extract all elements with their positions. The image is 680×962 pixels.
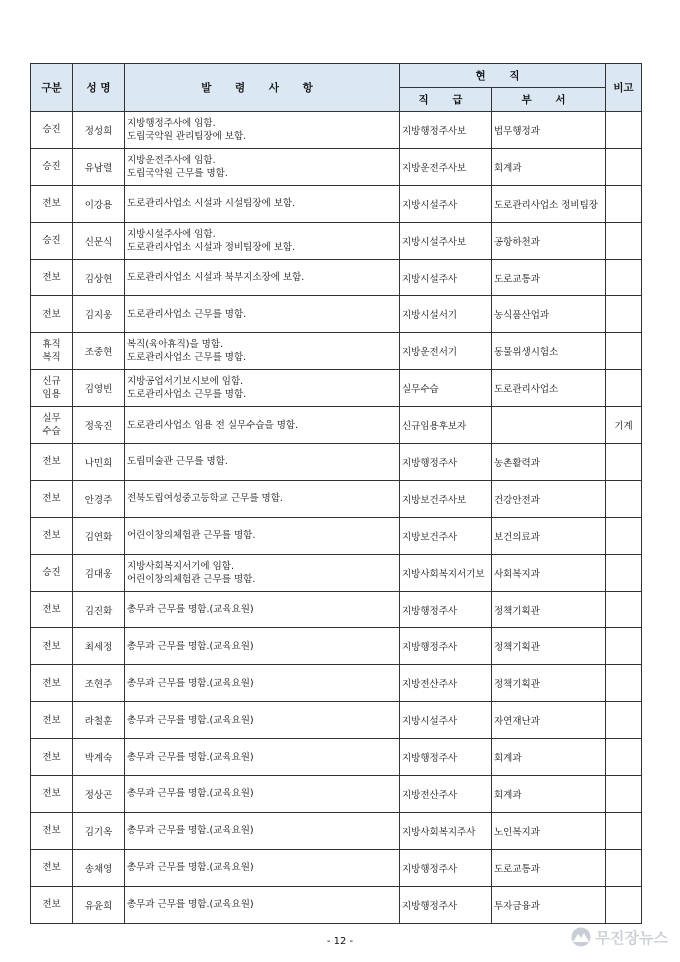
grade-cell: 지방보건주사보 — [400, 480, 492, 517]
order-line: 도로관리사업소 시설과 정비팀장에 보함. — [127, 241, 296, 253]
grade-cell: 실무수습 — [400, 370, 492, 407]
order-cell — [125, 776, 400, 813]
note-cell — [606, 222, 642, 259]
department-cell: 회계과 — [492, 776, 606, 813]
note-cell — [606, 554, 642, 591]
grade-cell: 지방행정주사 — [400, 849, 492, 886]
category-line: 전보 — [42, 714, 61, 726]
table-row — [31, 665, 642, 702]
order-line: 도립국악원 근무를 명함. — [127, 167, 228, 179]
category-line: 전보 — [42, 530, 61, 542]
name-cell: 나민희 — [73, 444, 125, 481]
department-cell: 건강안전과 — [492, 480, 606, 517]
category-line: 신규 — [42, 376, 61, 388]
name-cell: 이강용 — [73, 185, 125, 222]
order-cell — [125, 185, 400, 222]
department-cell: 회계과 — [492, 148, 606, 185]
order-cell — [125, 296, 400, 333]
grade-cell: 지방행정주사 — [400, 444, 492, 481]
order-cell — [125, 739, 400, 776]
grade-cell: 지방시설서기 — [400, 296, 492, 333]
order-line: 도로관리사업소 근무를 명함. — [127, 389, 247, 401]
order-cell — [125, 148, 400, 185]
table-row — [31, 554, 642, 591]
category-line: 전보 — [42, 862, 61, 874]
category-cell — [31, 222, 73, 259]
grade-cell: 지방행정주사 — [400, 886, 492, 923]
note-cell — [606, 517, 642, 554]
category-cell — [31, 148, 73, 185]
category-line: 승진 — [42, 567, 61, 579]
note-cell — [606, 112, 642, 149]
grade-cell: 지방보건주사 — [400, 517, 492, 554]
department-cell: 도로교통과 — [492, 849, 606, 886]
order-cell — [125, 333, 400, 370]
header-category: 구분 — [31, 64, 73, 112]
order-line: 지방시설주사에 임함. — [127, 228, 216, 240]
note-cell — [606, 665, 642, 702]
category-cell — [31, 886, 73, 923]
name-cell: 김진화 — [73, 591, 125, 628]
header-order: 발 령 사 항 — [125, 64, 400, 112]
category-cell — [31, 259, 73, 296]
note-cell — [606, 259, 642, 296]
order-line: 도로관리사업소 근무를 명함. — [127, 352, 247, 364]
order-line: 도립미술관 근무를 명함. — [127, 456, 228, 468]
category-cell — [31, 554, 73, 591]
note-cell — [606, 849, 642, 886]
name-cell: 김상현 — [73, 259, 125, 296]
name-cell: 조중현 — [73, 333, 125, 370]
category-cell — [31, 370, 73, 407]
department-cell: 사회복지과 — [492, 554, 606, 591]
category-line: 승진 — [42, 124, 61, 136]
grade-cell: 지방시설주사보 — [400, 222, 492, 259]
table-row — [31, 112, 642, 149]
table-row — [31, 296, 642, 333]
category-line: 수습 — [42, 426, 61, 438]
category-cell — [31, 702, 73, 739]
category-line: 전보 — [42, 456, 61, 468]
order-cell — [125, 665, 400, 702]
table-row — [31, 480, 642, 517]
order-line: 도로관리사업소 근무를 명함. — [127, 308, 247, 320]
name-cell: 신문식 — [73, 222, 125, 259]
note-cell — [606, 702, 642, 739]
table-row — [31, 222, 642, 259]
category-line: 전보 — [42, 272, 61, 283]
table-row — [31, 444, 642, 481]
grade-cell: 지방전산주사 — [400, 776, 492, 813]
order-line: 총무과 근무를 명함.(교육요원) — [127, 751, 254, 763]
order-cell — [125, 259, 400, 296]
order-cell — [125, 444, 400, 481]
category-cell — [31, 665, 73, 702]
header-current-position: 현 직 — [400, 64, 606, 88]
department-cell: 도로관리사업소 정비팀장 — [492, 185, 606, 222]
table-row — [31, 148, 642, 185]
category-line: 전보 — [42, 640, 61, 652]
department-cell — [492, 407, 606, 444]
order-line: 지방행정주사에 임함. — [127, 117, 216, 129]
header-department: 부 서 — [492, 88, 606, 112]
order-cell — [125, 886, 400, 923]
category-line: 전보 — [42, 825, 61, 837]
order-line: 복직(육아휴직)을 명함. — [127, 339, 224, 351]
category-cell — [31, 444, 73, 481]
note-cell — [606, 886, 642, 923]
order-line: 총무과 근무를 명함.(교육요원) — [127, 604, 254, 616]
note-cell — [606, 739, 642, 776]
table-header — [31, 64, 642, 112]
order-cell — [125, 554, 400, 591]
order-line: 총무과 근무를 명함.(교육요원) — [127, 899, 254, 911]
category-line: 전보 — [42, 308, 61, 320]
order-cell — [125, 407, 400, 444]
department-cell: 동물위생시험소 — [492, 333, 606, 370]
order-line: 지방공업서기보시보에 임함. — [127, 376, 244, 388]
table-row — [31, 812, 642, 849]
table-row — [31, 370, 642, 407]
order-line: 도로관리사업소 시설과 시설팀장에 보함. — [127, 198, 296, 210]
note-cell — [606, 444, 642, 481]
category-cell — [31, 591, 73, 628]
grade-cell: 지방전산주사 — [400, 665, 492, 702]
name-cell: 송채영 — [73, 849, 125, 886]
name-cell: 박계숙 — [73, 739, 125, 776]
grade-cell: 지방행정주사 — [400, 739, 492, 776]
table-row — [31, 776, 642, 813]
department-cell: 회계과 — [492, 739, 606, 776]
personnel-table — [30, 63, 642, 924]
grade-cell: 지방사회복지주사 — [400, 812, 492, 849]
order-line: 총무과 근무를 명함.(교육요원) — [127, 862, 254, 874]
name-cell: 정욱진 — [73, 407, 125, 444]
order-cell — [125, 702, 400, 739]
category-line: 복직 — [42, 352, 61, 364]
category-line: 전보 — [42, 788, 61, 800]
category-cell — [31, 776, 73, 813]
category-cell — [31, 185, 73, 222]
category-line: 승진 — [42, 235, 61, 247]
order-line: 총무과 근무를 명함.(교육요원) — [127, 677, 254, 689]
order-line: 총무과 근무를 명함.(교육요원) — [127, 825, 254, 837]
department-cell: 도로관리사업소 — [492, 370, 606, 407]
name-cell: 유윤희 — [73, 886, 125, 923]
table-row — [31, 886, 642, 923]
watermark-text: 무진장뉴스 — [595, 928, 668, 947]
page-number: - 12 - — [326, 936, 354, 947]
category-line: 휴직 — [42, 339, 61, 351]
name-cell: 라철훈 — [73, 702, 125, 739]
category-cell — [31, 628, 73, 665]
order-line: 어린이창의체험관 근무를 명함. — [127, 573, 256, 585]
grade-cell: 지방운전주사보 — [400, 148, 492, 185]
name-cell: 김연화 — [73, 517, 125, 554]
grade-cell: 지방시설주사 — [400, 185, 492, 222]
order-cell — [125, 222, 400, 259]
department-cell: 정책기획관 — [492, 665, 606, 702]
note-cell — [606, 480, 642, 517]
name-cell: 정상곤 — [73, 776, 125, 813]
department-cell: 농식품산업과 — [492, 296, 606, 333]
table-row — [31, 739, 642, 776]
grade-cell: 지방행정주사 — [400, 628, 492, 665]
note-cell — [606, 148, 642, 185]
order-line: 전북도립여성중고등학교 근무를 명함. — [127, 493, 283, 505]
order-line: 지방사회복지서기에 임함. — [127, 560, 234, 572]
name-cell: 김영빈 — [73, 370, 125, 407]
name-cell: 정성희 — [73, 112, 125, 149]
department-cell: 투자금융과 — [492, 886, 606, 923]
order-cell — [125, 370, 400, 407]
table-row — [31, 591, 642, 628]
name-cell: 김대웅 — [73, 554, 125, 591]
grade-cell: 신규임용후보자 — [400, 407, 492, 444]
category-cell — [31, 517, 73, 554]
order-cell — [125, 849, 400, 886]
order-cell — [125, 517, 400, 554]
note-cell — [606, 333, 642, 370]
note-cell — [606, 591, 642, 628]
order-line: 도로관리사업소 임용 전 실무수습을 명함. — [127, 419, 299, 431]
category-line: 전보 — [42, 493, 61, 505]
note-cell — [606, 776, 642, 813]
category-cell — [31, 407, 73, 444]
department-cell: 보건의료과 — [492, 517, 606, 554]
name-cell: 최세정 — [73, 628, 125, 665]
category-cell — [31, 480, 73, 517]
header-grade: 직 급 — [400, 88, 492, 112]
order-line: 총무과 근무를 명함.(교육요원) — [127, 788, 254, 800]
grade-cell: 지방행정주사보 — [400, 112, 492, 149]
note-cell — [606, 812, 642, 849]
category-line: 임용 — [42, 389, 61, 401]
table-row — [31, 628, 642, 665]
order-cell — [125, 480, 400, 517]
name-cell: 김기옥 — [73, 812, 125, 849]
grade-cell: 지방시설주사 — [400, 702, 492, 739]
order-line: 총무과 근무를 명함.(교육요원) — [127, 640, 254, 652]
department-cell: 노인복지과 — [492, 812, 606, 849]
grade-cell: 지방사회복지서기보 — [400, 554, 492, 591]
order-line: 도로관리사업소 시설과 북부지소장에 보함. — [127, 272, 305, 283]
category-cell — [31, 849, 73, 886]
category-line: 전보 — [42, 677, 61, 689]
order-line: 총무과 근무를 명함.(교육요원) — [127, 714, 254, 726]
table-row — [31, 702, 642, 739]
department-cell: 농촌활력과 — [492, 444, 606, 481]
category-cell — [31, 812, 73, 849]
category-line: 실무 — [42, 413, 61, 425]
table-row — [31, 407, 642, 444]
name-cell: 김지웅 — [73, 296, 125, 333]
department-cell: 도로교통과 — [492, 259, 606, 296]
note-cell — [606, 370, 642, 407]
grade-cell: 지방행정주사 — [400, 591, 492, 628]
category-line: 승진 — [42, 161, 61, 173]
category-line: 전보 — [42, 198, 61, 210]
category-line: 전보 — [42, 751, 61, 763]
category-line: 전보 — [42, 899, 61, 911]
department-cell: 공항하천과 — [492, 222, 606, 259]
table-body — [31, 112, 642, 924]
table-row — [31, 185, 642, 222]
table-row — [31, 517, 642, 554]
mountain-logo-icon — [570, 927, 592, 947]
table-row — [31, 849, 642, 886]
order-cell — [125, 112, 400, 149]
category-cell — [31, 112, 73, 149]
order-cell — [125, 628, 400, 665]
department-cell: 법무행정과 — [492, 112, 606, 149]
grade-cell: 지방시설주사 — [400, 259, 492, 296]
header-name: 성 명 — [73, 64, 125, 112]
category-cell — [31, 333, 73, 370]
watermark-logo — [570, 926, 668, 948]
note-cell: 기계 — [606, 407, 642, 444]
order-line: 도립국악원 관리팀장에 보함. — [127, 130, 247, 142]
table-row — [31, 259, 642, 296]
order-line: 지방운전주사에 임함. — [127, 154, 216, 166]
note-cell — [606, 296, 642, 333]
department-cell: 정책기획관 — [492, 628, 606, 665]
order-cell — [125, 591, 400, 628]
department-cell: 자연재난과 — [492, 702, 606, 739]
header-note: 비고 — [606, 64, 642, 112]
grade-cell: 지방운전서기 — [400, 333, 492, 370]
name-cell: 조현주 — [73, 665, 125, 702]
order-cell — [125, 812, 400, 849]
category-cell — [31, 739, 73, 776]
note-cell — [606, 628, 642, 665]
name-cell: 안경주 — [73, 480, 125, 517]
category-line: 전보 — [42, 604, 61, 616]
department-cell: 정책기획관 — [492, 591, 606, 628]
order-line: 어린이창의체험관 근무를 명함. — [127, 530, 256, 542]
note-cell — [606, 185, 642, 222]
name-cell: 유남렬 — [73, 148, 125, 185]
category-cell — [31, 296, 73, 333]
table-row — [31, 333, 642, 370]
